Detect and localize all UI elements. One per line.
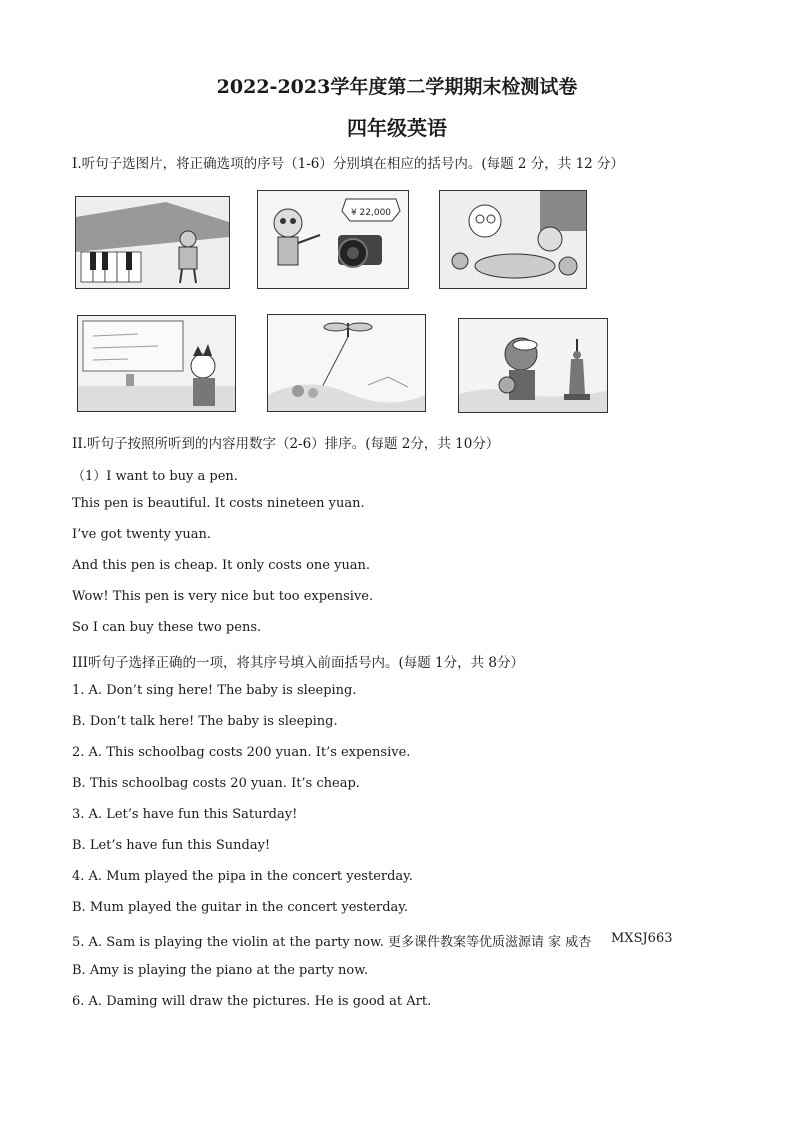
section-3-option: 3. A. Let’s have fun this Saturday! (72, 807, 298, 822)
section-2-line: Wow! This pen is very nice but too expensive. (72, 589, 374, 604)
section-3-option: B. Let’s have fun this Sunday! (72, 838, 271, 853)
section-3-option: B. Don’t talk here! The baby is sleeping. (72, 714, 338, 729)
picture-1-piano (75, 196, 230, 289)
page-title: 2022-2023学年度第二学期期末检测试卷 (216, 76, 578, 98)
section-2-line: This pen is beautiful. It costs nineteen yuan. (72, 496, 365, 511)
section-2-line: （1）I want to buy a pen. (72, 469, 238, 484)
page-subtitle: 四年级英语 (347, 116, 447, 140)
picture-2-camera (257, 190, 409, 289)
picture-3-party (439, 190, 587, 289)
section-3-option: 6. A. Daming will draw the pictures. He is good at Art. (72, 994, 432, 1009)
section-3-option: B. Mum played the guitar in the concert yesterday. (72, 900, 409, 915)
section-2-heading: II.听句子按照所听到的内容用数字（2-6）排序。(每题 2分，共 10分） (72, 436, 500, 452)
section-2-line: I’ve got twenty yuan. (72, 527, 212, 542)
section-3-option: B. This schoolbag costs 20 yuan. It’s cheap. (72, 776, 360, 791)
section-3-option: B. Amy is playing the piano at the party now. (72, 963, 368, 978)
watermark-code: MXSJ663 (611, 931, 673, 946)
price-tag: ¥ 22,000 (350, 208, 392, 218)
picture-4-classroom (77, 315, 236, 412)
section-3-option: 2. A. This schoolbag costs 200 yuan. It’s expensive. (72, 745, 411, 760)
picture-6-statue (458, 318, 608, 413)
section-1-heading: I.听句子选图片，将正确选项的序号（1-6）分别填在相应的括号内。(每题 2 分，共 12 分） (72, 156, 625, 172)
section-3-option: 4. A. Mum played the pipa in the concert yesterday. (72, 869, 413, 884)
section-3-option: 5. A. Sam is playing the violin at the party now. 更多课件教案等优质滋源请 家 威杏 (72, 935, 592, 950)
section-2-line: And this pen is cheap. It only costs one yuan. (72, 558, 371, 573)
section-3-heading: III听句子选择正确的一项，将其序号填入前面括号内。(每题 1分，共 8分） (72, 655, 525, 671)
section-2-line: So I can buy these two pens. (72, 620, 262, 635)
section-3-option: 1. A. Don’t sing here! The baby is sleeping. (72, 683, 357, 698)
picture-5-kite (267, 314, 426, 412)
